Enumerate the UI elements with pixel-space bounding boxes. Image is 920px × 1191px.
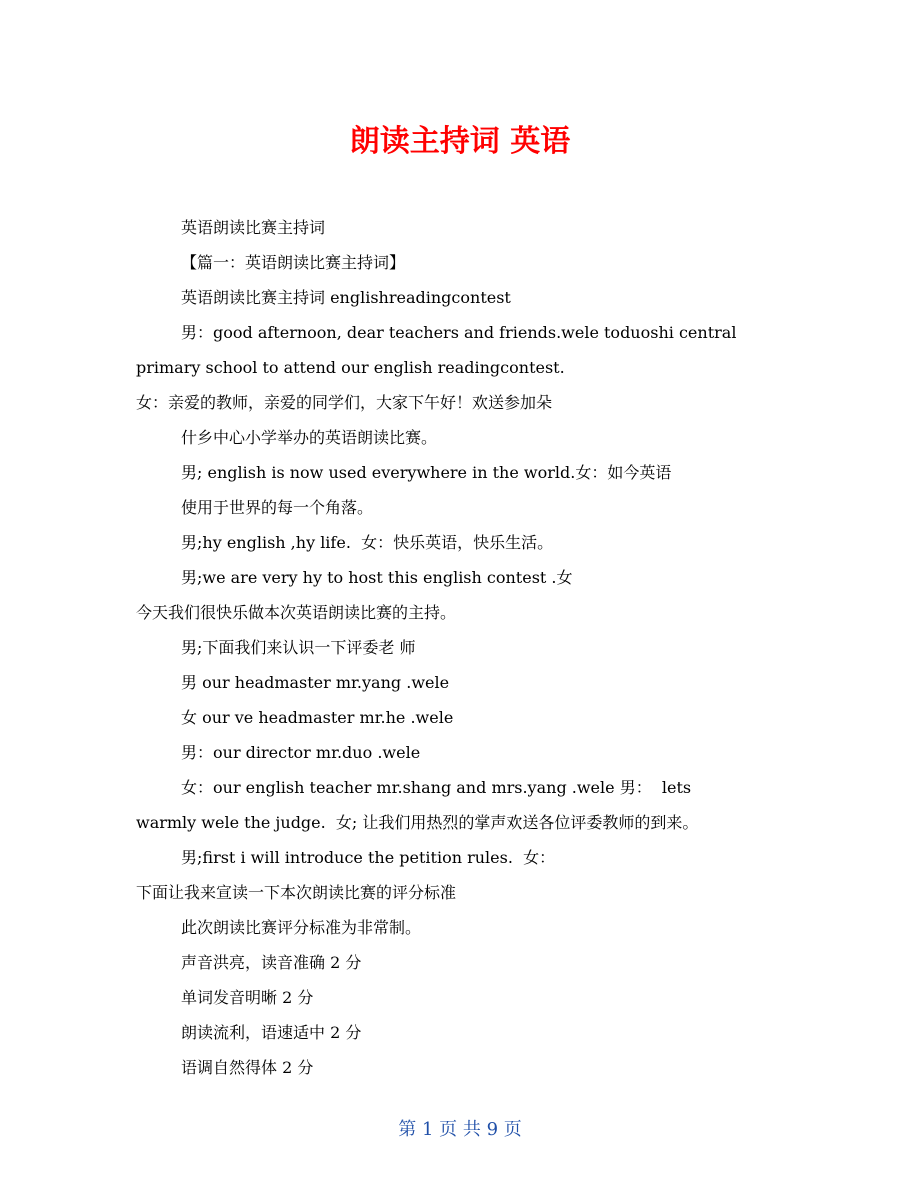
text-line: 女：our english teacher mr.shang and mrs.yang .wele 男： lets xyxy=(181,778,692,797)
text-line: 男：our director mr.duo .wele xyxy=(181,743,421,762)
text-line: 朗读流利，语速适中 2 分 xyxy=(181,1023,362,1042)
text-line: 男;we are very hy to host this english contest .女 xyxy=(181,568,573,587)
text-line: 男;first i will introduce the petition rules. 女： xyxy=(181,848,556,867)
text-line: 使用于世界的每一个角落。 xyxy=(181,498,374,517)
text-line: 男 our headmaster mr.yang .wele xyxy=(181,673,450,692)
text-line: 英语朗读比赛主持词 xyxy=(181,218,326,237)
page-number-footer: 第 1 页 共 9 页 xyxy=(398,1119,522,1140)
text-line: 下面让我来宣读一下本次朗读比赛的评分标准 xyxy=(136,883,457,902)
text-line: 此次朗读比赛评分标准为非常制。 xyxy=(181,918,422,937)
text-line: 男; english is now used everywhere in the world.女：如今英语 xyxy=(181,463,672,482)
text-line: 今天我们很快乐做本次英语朗读比赛的主持。 xyxy=(136,603,457,622)
text-line: warmly wele the judge. 女; 让我们用热烈的掌声欢送各位评委教师的到来。 xyxy=(136,813,699,832)
text-line: 男;下面我们来认识一下评委老 师 xyxy=(181,638,416,657)
text-line: 英语朗读比赛主持词 englishreadingcontest xyxy=(181,288,511,307)
text-line: 【篇一：英语朗读比赛主持词】 xyxy=(181,253,406,272)
document-title: 朗读主持词 英语 xyxy=(349,124,571,159)
text-line: 女：亲爱的教师，亲爱的同学们，大家下午好！欢送参加朵 xyxy=(136,393,553,412)
text-line: 男：good afternoon, dear teachers and friends.wele toduoshi central xyxy=(181,323,737,342)
text-line: 男;hy english ,hy life. 女：快乐英语，快乐生活。 xyxy=(181,533,554,552)
text-line: 声音洪亮，读音准确 2 分 xyxy=(181,953,362,972)
text-line: 什乡中心小学举办的英语朗读比赛。 xyxy=(181,428,438,447)
text-line: 女 our ve headmaster mr.he .wele xyxy=(181,708,454,727)
text-line: 语调自然得体 2 分 xyxy=(181,1058,314,1077)
text-line: 单词发音明晰 2 分 xyxy=(181,988,314,1007)
text-line: primary school to attend our english readingcontest. xyxy=(136,358,565,377)
